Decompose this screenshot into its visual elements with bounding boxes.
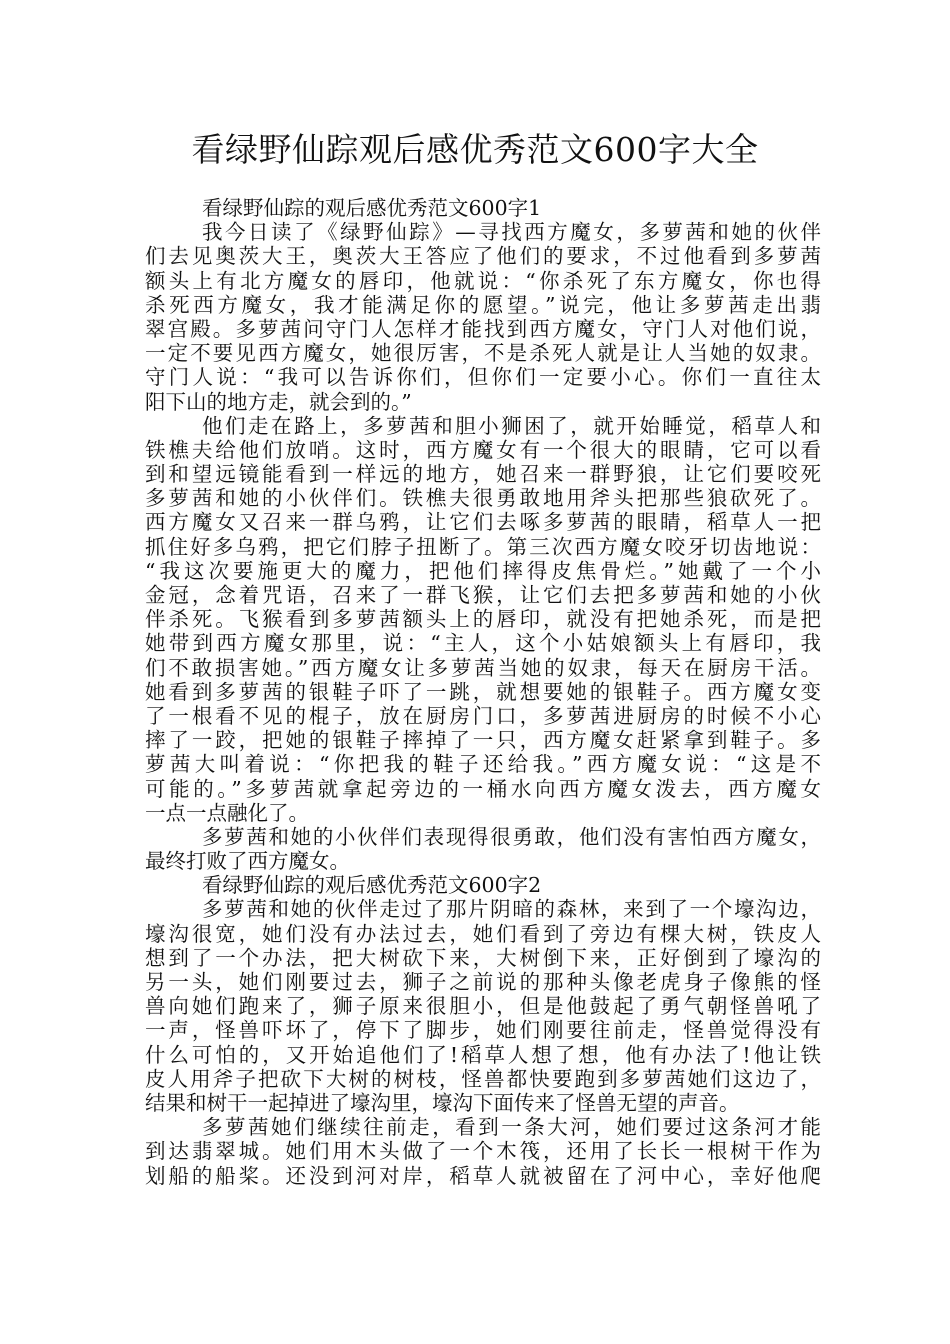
- text-line: 壕沟很宽，她们没有办法过去，她们看到了旁边有棵大树，铁皮人: [145, 921, 821, 946]
- text-line: 结果和树干一起掉进了壕沟里，壕沟下面传来了怪兽无望的声音。: [145, 1090, 740, 1115]
- text-line: 一声，怪兽吓坏了，停下了脚步，她们刚要往前走，怪兽觉得没有: [145, 1018, 821, 1043]
- text-line: 萝茜大叫着说：“你把我的鞋子还给我。”西方魔女说：“这是不: [145, 752, 821, 777]
- paragraph-first-line: 他们走在路上，多萝茜和胆小狮困了，就开始睡觉，稻草人和: [202, 413, 821, 438]
- text-line: 铁樵夫给他们放哨。这时，西方魔女有一个很大的眼睛，它可以看: [145, 437, 821, 462]
- text-line: 们去见奥茨大王，奥茨大王答应了他们的要求，不过他看到多萝茜: [145, 244, 821, 269]
- text-line: 她带到西方魔女那里，说：“主人，这个小姑娘额头上有唇印，我: [145, 631, 821, 656]
- text-line: 西方魔女又召来一群乌鸦，让它们去啄多萝茜的眼睛，稻草人一把: [145, 510, 821, 535]
- document-body: [145, 196, 821, 1188]
- text-line: 一定不要见西方魔女，她很厉害，不是杀死人就是让人当她的奴隶。: [145, 341, 821, 366]
- text-line: 最终打败了西方魔女。: [145, 849, 350, 874]
- text-line: 一点一点融化了。: [145, 800, 309, 825]
- text-line: 阳下山的地方走，就会到的。”: [145, 389, 412, 414]
- text-line: 了一根看不见的棍子，放在厨房门口，多萝茜进厨房的时候不小心: [145, 703, 821, 728]
- text-line: 抓住好多乌鸦，把它们脖子扭断了。第三次西方魔女咬牙切齿地说：: [145, 534, 821, 559]
- paragraph-first-line: 看绿野仙踪的观后感优秀范文600字2: [202, 873, 542, 898]
- text-line: 另一头，她们刚要过去，狮子之前说的那种头像老虎身子像熊的怪: [145, 970, 821, 994]
- text-line: 额头上有北方魔女的唇印，他就说：“你杀死了东方魔女，你也得: [145, 268, 821, 293]
- text-line: 杀死西方魔女，我才能满足你的愿望。”说完，他让多萝茜走出翡: [145, 292, 821, 317]
- paragraph-first-line: 看绿野仙踪的观后感优秀范文600字1: [202, 196, 542, 220]
- text-line: 金冠，念着咒语，召来了一群飞猴，让它们去把多萝茜和她的小伙: [145, 583, 821, 607]
- paragraph-first-line: 多萝茜她们继续往前走，看到一条大河，她们要过这条河才能: [202, 1115, 821, 1140]
- paragraph-first-line: 我今日读了《绿野仙踪》—寻找西方魔女，多萝茜和她的伙伴: [202, 220, 821, 245]
- text-line: 皮人用斧子把砍下大树的树枝，怪兽都快要跑到多萝茜她们这边了，: [145, 1066, 821, 1091]
- text-line: 什么可怕的，又开始追他们了!稻草人想了想，他有办法了!他让铁: [145, 1042, 821, 1067]
- paragraph-first-line: 多萝茜和她的伙伴走过了那片阴暗的森林，来到了一个壕沟边，: [202, 897, 821, 922]
- text-line: 可能的。”多萝茜就拿起旁边的一桶水向西方魔女泼去，西方魔女: [145, 776, 821, 801]
- paragraph-first-line: 多萝茜和她的小伙伴们表现得很勇敢，他们没有害怕西方魔女，: [202, 824, 821, 849]
- text-line: 伴杀死。飞猴看到多萝茜额头上的唇印，就没有把她杀死，而是把: [145, 607, 821, 632]
- text-line: 划船的船桨。还没到河对岸，稻草人就被留在了河中心，幸好他爬: [145, 1163, 821, 1188]
- text-line: 守门人说：“我可以告诉你们，但你们一定要小心。你们一直往太: [145, 365, 821, 390]
- text-line: 翠宫殿。多萝茜问守门人怎样才能找到西方魔女，守门人对他们说，: [145, 316, 821, 341]
- text-line: 到达翡翠城。她们用木头做了一个木筏，还用了长长一根树干作为: [145, 1139, 821, 1164]
- text-line: 她看到多萝茜的银鞋子吓了一跳，就想要她的银鞋子。西方魔女变: [145, 679, 821, 704]
- text-line: 兽向她们跑来了，狮子原来很胆小，但是他鼓起了勇气朝怪兽吼了: [145, 994, 821, 1019]
- document-title: 看绿野仙踪观后感优秀范文600字大全: [191, 130, 759, 169]
- text-line: 到和望远镜能看到一样远的地方，她召来一群野狼，让它们要咬死: [145, 462, 821, 487]
- text-line: 想到了一个办法，把大树砍下来，大树倒下来，正好倒到了壕沟的: [145, 945, 821, 970]
- text-line: 多萝茜和她的小伙伴们。铁樵夫很勇敢地用斧头把那些狼砍死了。: [145, 486, 821, 511]
- text-line: “我这次要施更大的魔力，把他们摔得皮焦骨烂。”她戴了一个小: [145, 558, 821, 583]
- text-line: 们不敢损害她。”西方魔女让多萝茜当她的奴隶，每天在厨房干活。: [145, 655, 821, 680]
- text-line: 摔了一跤，把她的银鞋子摔掉了一只，西方魔女赶紧拿到鞋子。多: [145, 728, 821, 753]
